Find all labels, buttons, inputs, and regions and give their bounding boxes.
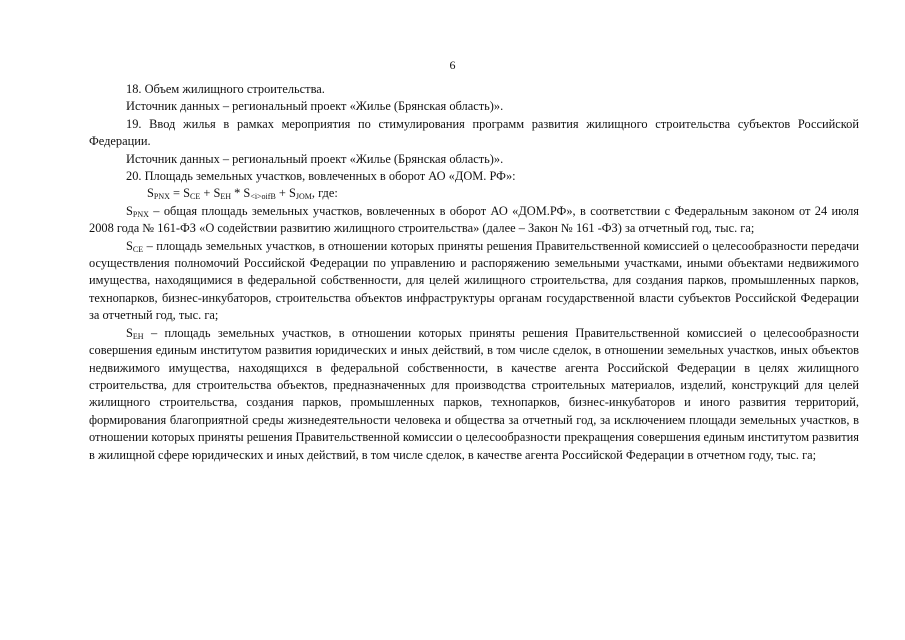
- formula-t4-base: S: [288, 186, 296, 201]
- formula-t2-sub: EH: [220, 192, 232, 202]
- formula-t2-base: S: [213, 186, 221, 201]
- formula-t4-sub: JOM: [295, 192, 312, 202]
- definition-symbol: S: [126, 325, 133, 340]
- definition-text: – общая площадь земельных участков, вовлеченных в оборот АО «ДОМ.РФ», в соответствии с Федеральным законом от 24 июля 2008 года № 161-ФЗ «О содействии развитию жилищного строительства» (далее – Закон № 161 -ФЗ) за отчетный год, тыс. га;: [89, 203, 859, 236]
- document-body: [89, 81, 859, 464]
- paragraph-item-20: 20. Площадь земельных участков, вовлеченных в оборот АО «ДОМ. РФ»:: [126, 169, 516, 184]
- formula-t1-base: S: [183, 186, 191, 201]
- formula: [89, 185, 859, 202]
- paragraph-source-1: Источник данных – региональный проект «Жилье (Брянская область)».: [126, 99, 504, 114]
- definition-symbol-sub: CE: [132, 244, 144, 254]
- formula-plus-2: +: [275, 186, 289, 201]
- page-number: 6: [449, 58, 456, 72]
- definition-s-ce: [89, 238, 859, 325]
- formula-lhs-sub: PNX: [153, 192, 170, 202]
- paragraph-item-18: 18. Объем жилищного строительства.: [126, 82, 325, 96]
- definition-text: – площадь земельных участков, в отношении которых приняты решения Правительственной комиссией о целесообразности передачи осуществления полномочий Российской Федерации по управлению и распоряжению земельными участками, иными объектами недвижимого имущества, находящимися в федеральной собственности, для целей жилищного строительства, для создания парков, промышленных парков, технопарков, бизнес-инкубаторов, строительства объектов инфраструктуры органам государственной власти субъектов Российской Федерации за отчетный год, тыс. га;: [89, 238, 859, 323]
- definition-symbol-sub: EH: [132, 331, 144, 341]
- formula-suffix: , где:: [311, 186, 338, 201]
- definition-s-pnx: [89, 203, 859, 238]
- formula-lhs-base: S: [147, 186, 154, 201]
- paragraph-item-19: 19. Ввод жилья в рамках мероприятия по стимулирования программ развития жилищного строительства субъектов Российской Федерации.: [89, 116, 859, 149]
- definition-symbol-sub: PNX: [132, 209, 149, 219]
- definition-symbol: S: [126, 203, 133, 218]
- formula-line: [147, 185, 338, 202]
- formula-plus-1: +: [200, 186, 214, 201]
- formula-t3-sub: <i>oifB: [250, 192, 276, 202]
- definition-s-eh: [89, 325, 859, 464]
- formula-t3-base: S: [243, 186, 251, 201]
- paragraph-source-2: Источник данных – региональный проект «Жилье (Брянская область)».: [126, 151, 504, 166]
- definition-symbol: S: [126, 238, 133, 253]
- formula-t1-sub: CE: [190, 192, 201, 202]
- formula-mult: *: [231, 186, 244, 201]
- definition-text: – площадь земельных участков, в отношении которых приняты решения Правительственной комиссией о целесообразности совершения единым институтом развития юридических и иных действий, в том числе сделок, в отношении земельных участков, иных объектов недвижимого имущества, находящихся в федеральной собственности, в качестве агента Российской Федерации в целях жилищного строительства, для строительства объектов, предназначенных для производства строительных материалов, изделий, конструкций для целей жилищного строительства, создания парков, промышленных парков, технопарков, бизнес-инкубаторов и иного развития территорий, формирования благоприятной среды жизнедеятельности человека и общества за отчетный год, за исключением площади земельных участков, в отношении которых приняты решения Правительственной комиссии о целесообразности прекращения совершения единым институтом развития в жилищной сфере юридических и иных действий, в том числе сделок, в качестве агента Российской Федерации в отчетном году, тыс. га;: [89, 325, 859, 462]
- formula-eq: =: [169, 186, 184, 201]
